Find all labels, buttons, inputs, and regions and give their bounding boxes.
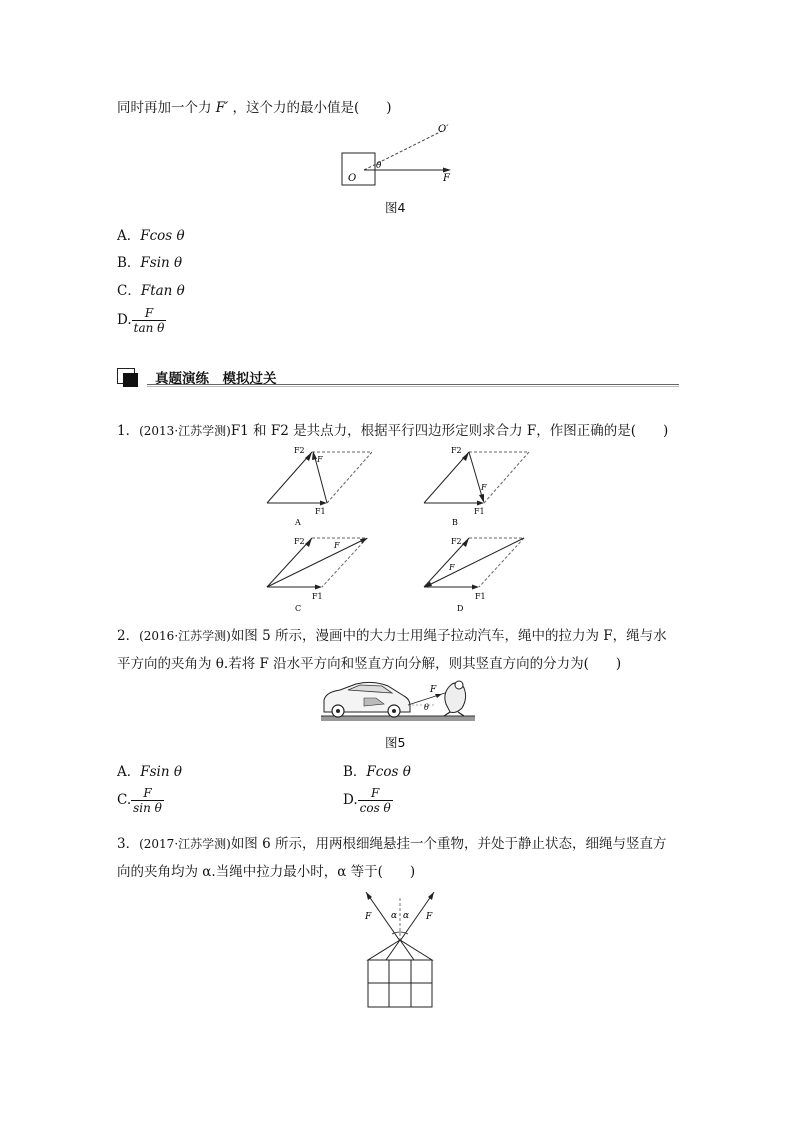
fig5-ground [321, 716, 475, 721]
q3-source: (2017·江苏学测) [139, 837, 231, 851]
option-expr: Fcos θ [366, 764, 411, 780]
diagram-tag: A [295, 518, 301, 527]
option-expr: Ftan θ [140, 283, 185, 299]
q3-stem-line2: 向的夹角均为 α.当绳中拉力最小时，α 等于( ) [117, 864, 416, 880]
label-f1: F1 [312, 592, 323, 601]
diagram-tag: D [457, 604, 464, 613]
fig6-roof [368, 940, 432, 960]
label-f: F [317, 455, 323, 464]
fig4-label-o: O [348, 173, 357, 184]
fraction-denominator: sin θ [133, 801, 162, 815]
q2-stem-line2: 平方向的夹角为 θ.若将 F 沿水平方向和竖直方向分解，则其竖直方向的分力为( ) [117, 656, 622, 672]
q2-option-d [343, 786, 393, 815]
option-label: B． [343, 764, 367, 780]
q2-number: 2． [117, 628, 140, 644]
option-label: C. [117, 792, 132, 808]
section-title: 真题演练 模拟过关 [155, 371, 277, 387]
q2-stem-line1 [117, 624, 667, 644]
fraction-numerator: F [371, 786, 380, 800]
option-label: D. [343, 792, 358, 808]
q0-option-d [117, 306, 166, 335]
q1-diagram-c [262, 530, 380, 618]
fig4-label-o-prime: O′ [438, 124, 449, 135]
q1-diagram-b [419, 440, 537, 528]
fig4-label-theta: θ [376, 161, 382, 171]
label-f1: F1 [315, 507, 326, 516]
q1-diagram-d [419, 530, 537, 618]
option-expr: Fsin θ [140, 764, 182, 780]
option-fraction [358, 786, 393, 815]
q2-text-line1: 如图 5 所示，漫画中的大力士用绳子拉动汽车，绳中的拉力为 F，绳与水 [230, 628, 667, 644]
figure-6 [356, 886, 446, 1010]
option-label: B． [117, 255, 141, 271]
q3-text-line1: 如图 6 所示，用两根细绳悬挂一个重物，并处于静止状态，细绳与竖直方 [230, 836, 667, 852]
intro-text-end: ，这个力的最小值是( ) [232, 100, 392, 116]
q3-stem-line1 [117, 832, 666, 852]
diagram-tag: B [452, 518, 458, 527]
label-f1: F1 [474, 507, 485, 516]
fig5-label-theta: θ [424, 703, 429, 712]
option-label: A． [117, 764, 141, 780]
intro-line [117, 96, 392, 116]
q0-option-c [117, 279, 185, 299]
q2-option-b [343, 760, 411, 780]
fig5-caption: 图5 [385, 735, 406, 750]
label-f2: F2 [451, 446, 462, 455]
fraction-denominator: tan θ [133, 321, 165, 335]
fig4-label-f: F [443, 173, 450, 184]
diagram-tag: C [295, 604, 302, 613]
q3-number: 3． [117, 836, 140, 852]
option-fraction [131, 786, 164, 815]
q2-source: (2016·江苏学测) [139, 629, 231, 643]
option-expr: Fcos θ [140, 228, 185, 244]
option-label: C． [117, 283, 141, 299]
q1-number: 1． [117, 423, 140, 439]
label-f2: F2 [294, 537, 305, 546]
option-expr: Fsin θ [140, 255, 183, 271]
q2-option-c [117, 786, 164, 815]
label-f2: F2 [451, 537, 462, 546]
label-f: F [481, 483, 487, 492]
q1-text: F1 和 F2 是共点力，根据平行四边形定则求合力 F，作图正确的是( ) [230, 423, 669, 439]
fig4-arrow-head [443, 168, 451, 173]
option-label: D. [117, 312, 132, 328]
section-heading [117, 365, 679, 387]
label-f: F [449, 563, 455, 572]
label-f: F [334, 541, 340, 550]
figure-4 [330, 118, 470, 188]
q1-diagram-a [262, 440, 380, 528]
q0-option-a [117, 224, 185, 244]
fig6-label-f-right: F [426, 912, 433, 922]
fig6-label-f-left: F [365, 912, 372, 922]
fig4-caption: 图4 [385, 200, 406, 215]
fraction-numerator: F [143, 786, 152, 800]
label-f2: F2 [294, 446, 305, 455]
section-divider [147, 384, 679, 387]
option-fraction [132, 306, 167, 335]
q1-stem [117, 419, 668, 439]
intro-text: 同时再加一个力 [117, 100, 212, 116]
q1-source: (2013·江苏学测) [139, 424, 231, 438]
intro-force-var: F′ [215, 100, 229, 116]
section-icon [117, 368, 141, 388]
fig5-label-f: F [430, 685, 437, 695]
option-label: A． [117, 228, 141, 244]
figure-5 [318, 674, 478, 726]
fig6-label-alpha-left: α [391, 911, 398, 921]
q0-option-b [117, 251, 182, 271]
q2-option-a [117, 760, 182, 780]
fraction-numerator: F [144, 306, 154, 320]
label-f1: F1 [475, 592, 486, 601]
fraction-denominator: cos θ [359, 801, 391, 815]
fig6-label-alpha-right: α [403, 911, 410, 921]
fig4-box [342, 153, 375, 185]
